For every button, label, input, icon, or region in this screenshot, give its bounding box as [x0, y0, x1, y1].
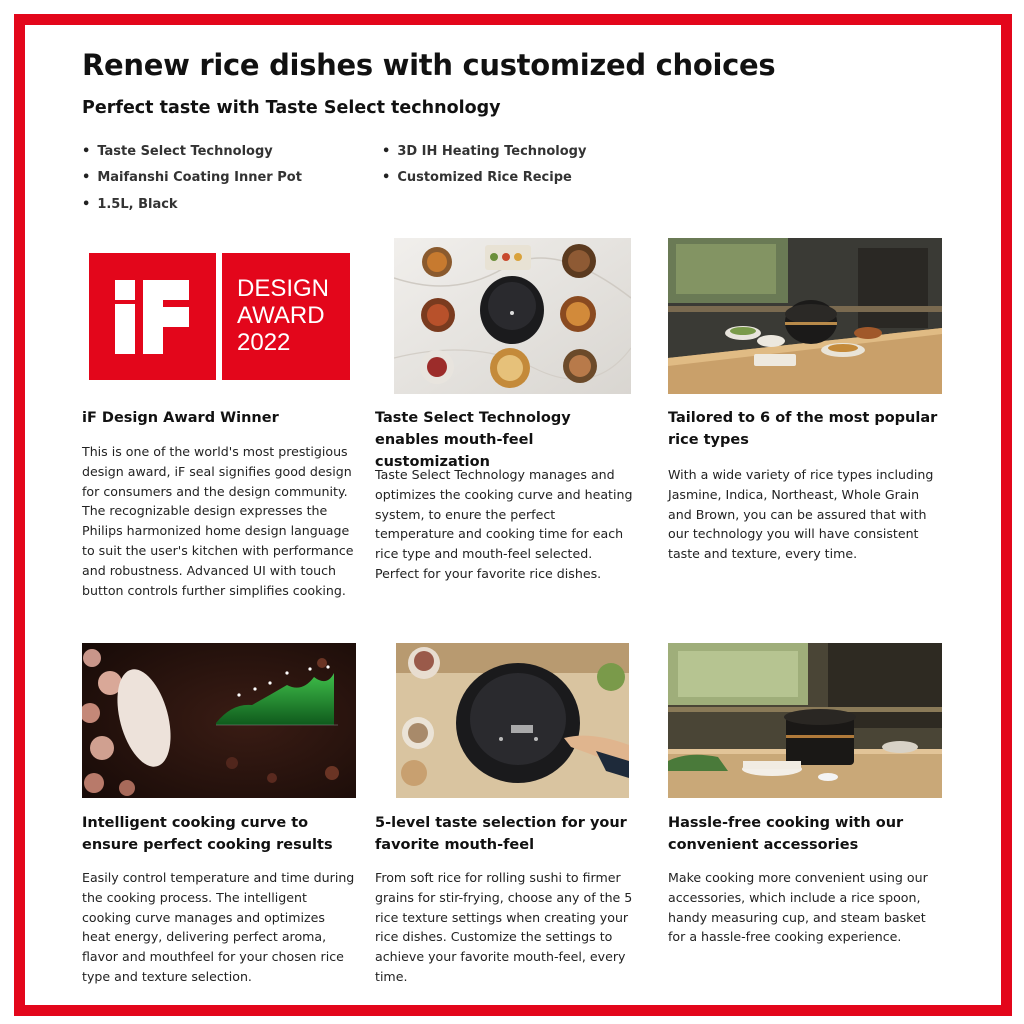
taste-select-dishes-image — [394, 238, 631, 394]
card-title: Taste Select Technology enables mouth-feel customization — [375, 410, 571, 470]
award-line: AWARD — [237, 302, 325, 329]
accessories-kitchen-image — [668, 643, 942, 798]
card-body: With a wide variety of rice types including Jasmine, Indica, Northeast, Whole Grain and Brown, you can be assured that with our technology you will have consistent taste and texture, every time. — [668, 467, 934, 562]
card-body: From soft rice for rolling sushi to firmer grains for stir-frying, choose any of the 5 rice texture settings when creating your rice dishes. Customize the settings to achieve your favorite mouth-feel, every time. — [375, 870, 633, 984]
page-title: Renew rice dishes with customized choices — [82, 48, 776, 82]
card-title: Hassle-free cooking with our convenient accessories — [668, 815, 904, 853]
if-letters-icon — [89, 253, 216, 380]
if-logo-mark — [89, 253, 216, 380]
card-title: Tailored to 6 of the most popular rice types — [668, 410, 938, 448]
card-body: Taste Select Technology manages and optimizes the cooking curve and heating system, to enure the perfect temperature and cooking time for each rice type and mouth-feel selected. Perfect for your favorite rice dishes. — [375, 467, 633, 581]
page-subtitle: Perfect taste with Taste Select technology — [82, 98, 501, 118]
cooking-curve-image — [82, 643, 356, 798]
award-line: DESIGN — [237, 275, 330, 302]
card-body: This is one of the world's most prestigious design award, iF seal signifies good design for consumers and the design community. The recognizable design expresses the Philips harmonized home design language to suit the user's kitchen with performance and robustness. Advanced UI with touch button controls further simplifies cooking. — [82, 444, 354, 598]
feature-item: • Maifanshi Coating Inner Pot — [82, 170, 302, 185]
card-body: Easily control temperature and time during the cooking process. The intelligent cooking curve manages and optimizes heat energy, delivering perfect aroma, flavor and mouthfeel for your chosen rice type and texture selection. — [82, 870, 355, 984]
rice-types-kitchen-image — [668, 238, 942, 394]
card-title: 5-level taste selection for your favorite mouth-feel — [375, 815, 627, 853]
feature-item: • Customized Rice Recipe — [382, 170, 572, 185]
card-title: Intelligent cooking curve to ensure perfect cooking results — [82, 815, 333, 853]
feature-item: • 1.5L, Black — [82, 197, 178, 212]
feature-item: • 3D IH Heating Technology — [382, 144, 586, 159]
award-line: 2022 — [237, 329, 291, 356]
card-body: Make cooking more convenient using our accessories, which include a rice spoon, handy measuring cup, and steam basket for a hassle-free cooking experience. — [668, 870, 928, 945]
taste-selection-control-image — [396, 643, 629, 798]
feature-item: • Taste Select Technology — [82, 144, 273, 159]
if-award-label-block — [222, 253, 350, 380]
card-title: iF Design Award Winner — [82, 410, 279, 426]
